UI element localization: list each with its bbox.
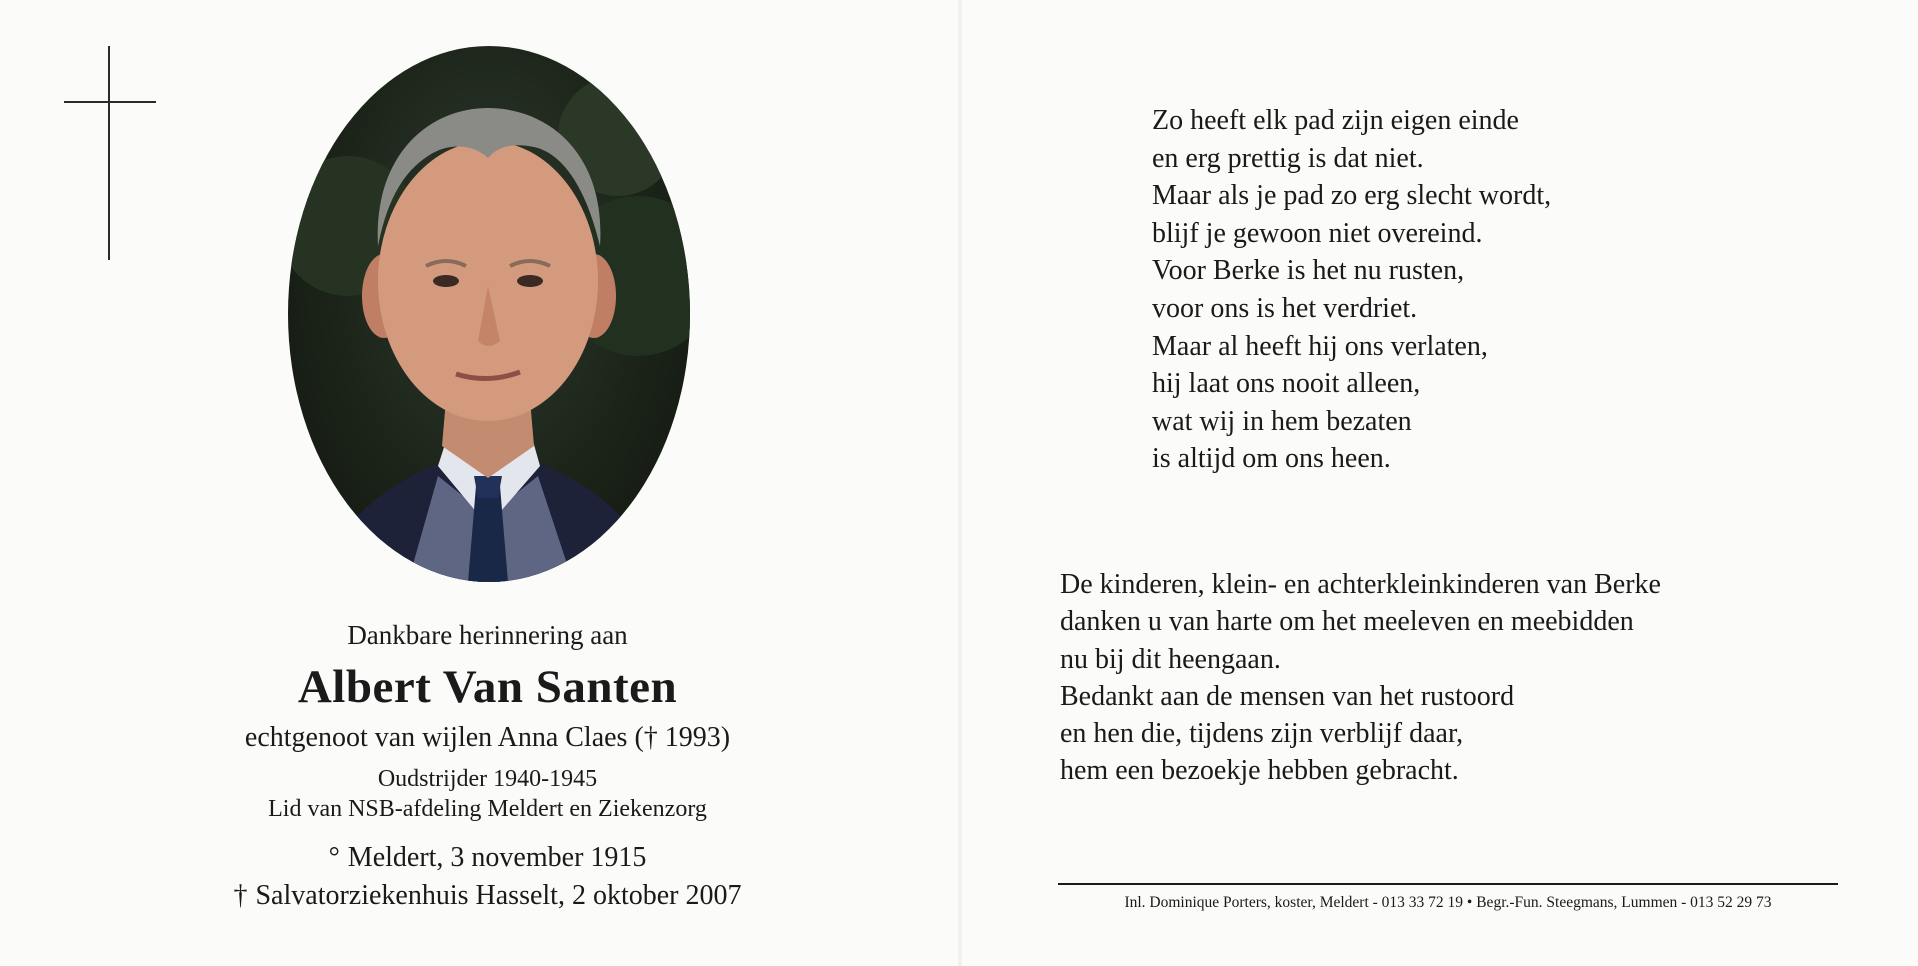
portrait-illustration [288,46,690,582]
thanks-line: Bedankt aan de mensen van het rustoord [1060,680,1515,712]
footer-divider [1058,883,1838,885]
poem-line: is altijd om ons heen. [1152,443,1391,475]
thanks-line: en hen die, tijdens zijn verblijf daar, [1060,718,1464,750]
thanks-line: hem een bezoekje hebben gebracht. [1060,755,1459,787]
poem-line: blijf je gewoon niet overeind. [1152,217,1483,249]
death-line [0,880,975,912]
spouse-text: echtgenoot van wijlen Anna Claes († 1993) [244,722,731,753]
cross-icon-vertical [108,46,110,260]
poem-line: voor ons is het verdriet. [1152,292,1418,324]
poem [1152,102,1551,478]
cross-icon-horizontal [64,101,156,103]
membership-text: Lid van NSB-afdeling Meldert en Ziekenzorg [268,796,707,822]
poem-line: hij laat ons nooit alleen, [1152,368,1421,400]
thanks-message [1060,566,1661,790]
poem-line: wat wij in hem bezaten [1152,405,1412,437]
footer-info: Inl. Dominique Porters, koster, Meldert - 013 33 72 19 • Begr.-Fun. Steegmans, Lummen - 013 52 29 73 [1124,894,1772,911]
poem-line: Voor Berke is het nu rusten, [1152,255,1465,287]
birth-line [0,842,975,874]
poem-line: Zo heeft elk pad zijn eigen einde [1152,105,1519,136]
portrait-photo [288,46,690,582]
birth-symbol: ° [328,842,340,873]
thanks-line: De kinderen, klein- en achterkleinkinderen van Berke [1060,569,1661,600]
poem-line: Maar als je pad zo erg slecht wordt, [1152,180,1552,212]
thanks-line: danken u van harte om het meeleven en meebidden [1060,606,1634,638]
deceased-name: Albert Van Santen [297,661,678,713]
death-text: Salvatorziekenhuis Hasselt, 2 oktober 2007 [255,880,742,911]
thanks-line: nu bij dit heengaan. [1060,643,1281,675]
death-symbol: † [233,880,248,911]
veteran-text: Oudstrijder 1940-1945 [377,766,598,792]
intro-text: Dankbare herinnering aan [347,620,628,650]
poem-line: Maar al heeft hij ons verlaten, [1152,330,1488,362]
birth-text: Meldert, 3 november 1915 [347,842,647,873]
poem-line: en erg prettig is dat niet. [1152,142,1424,174]
